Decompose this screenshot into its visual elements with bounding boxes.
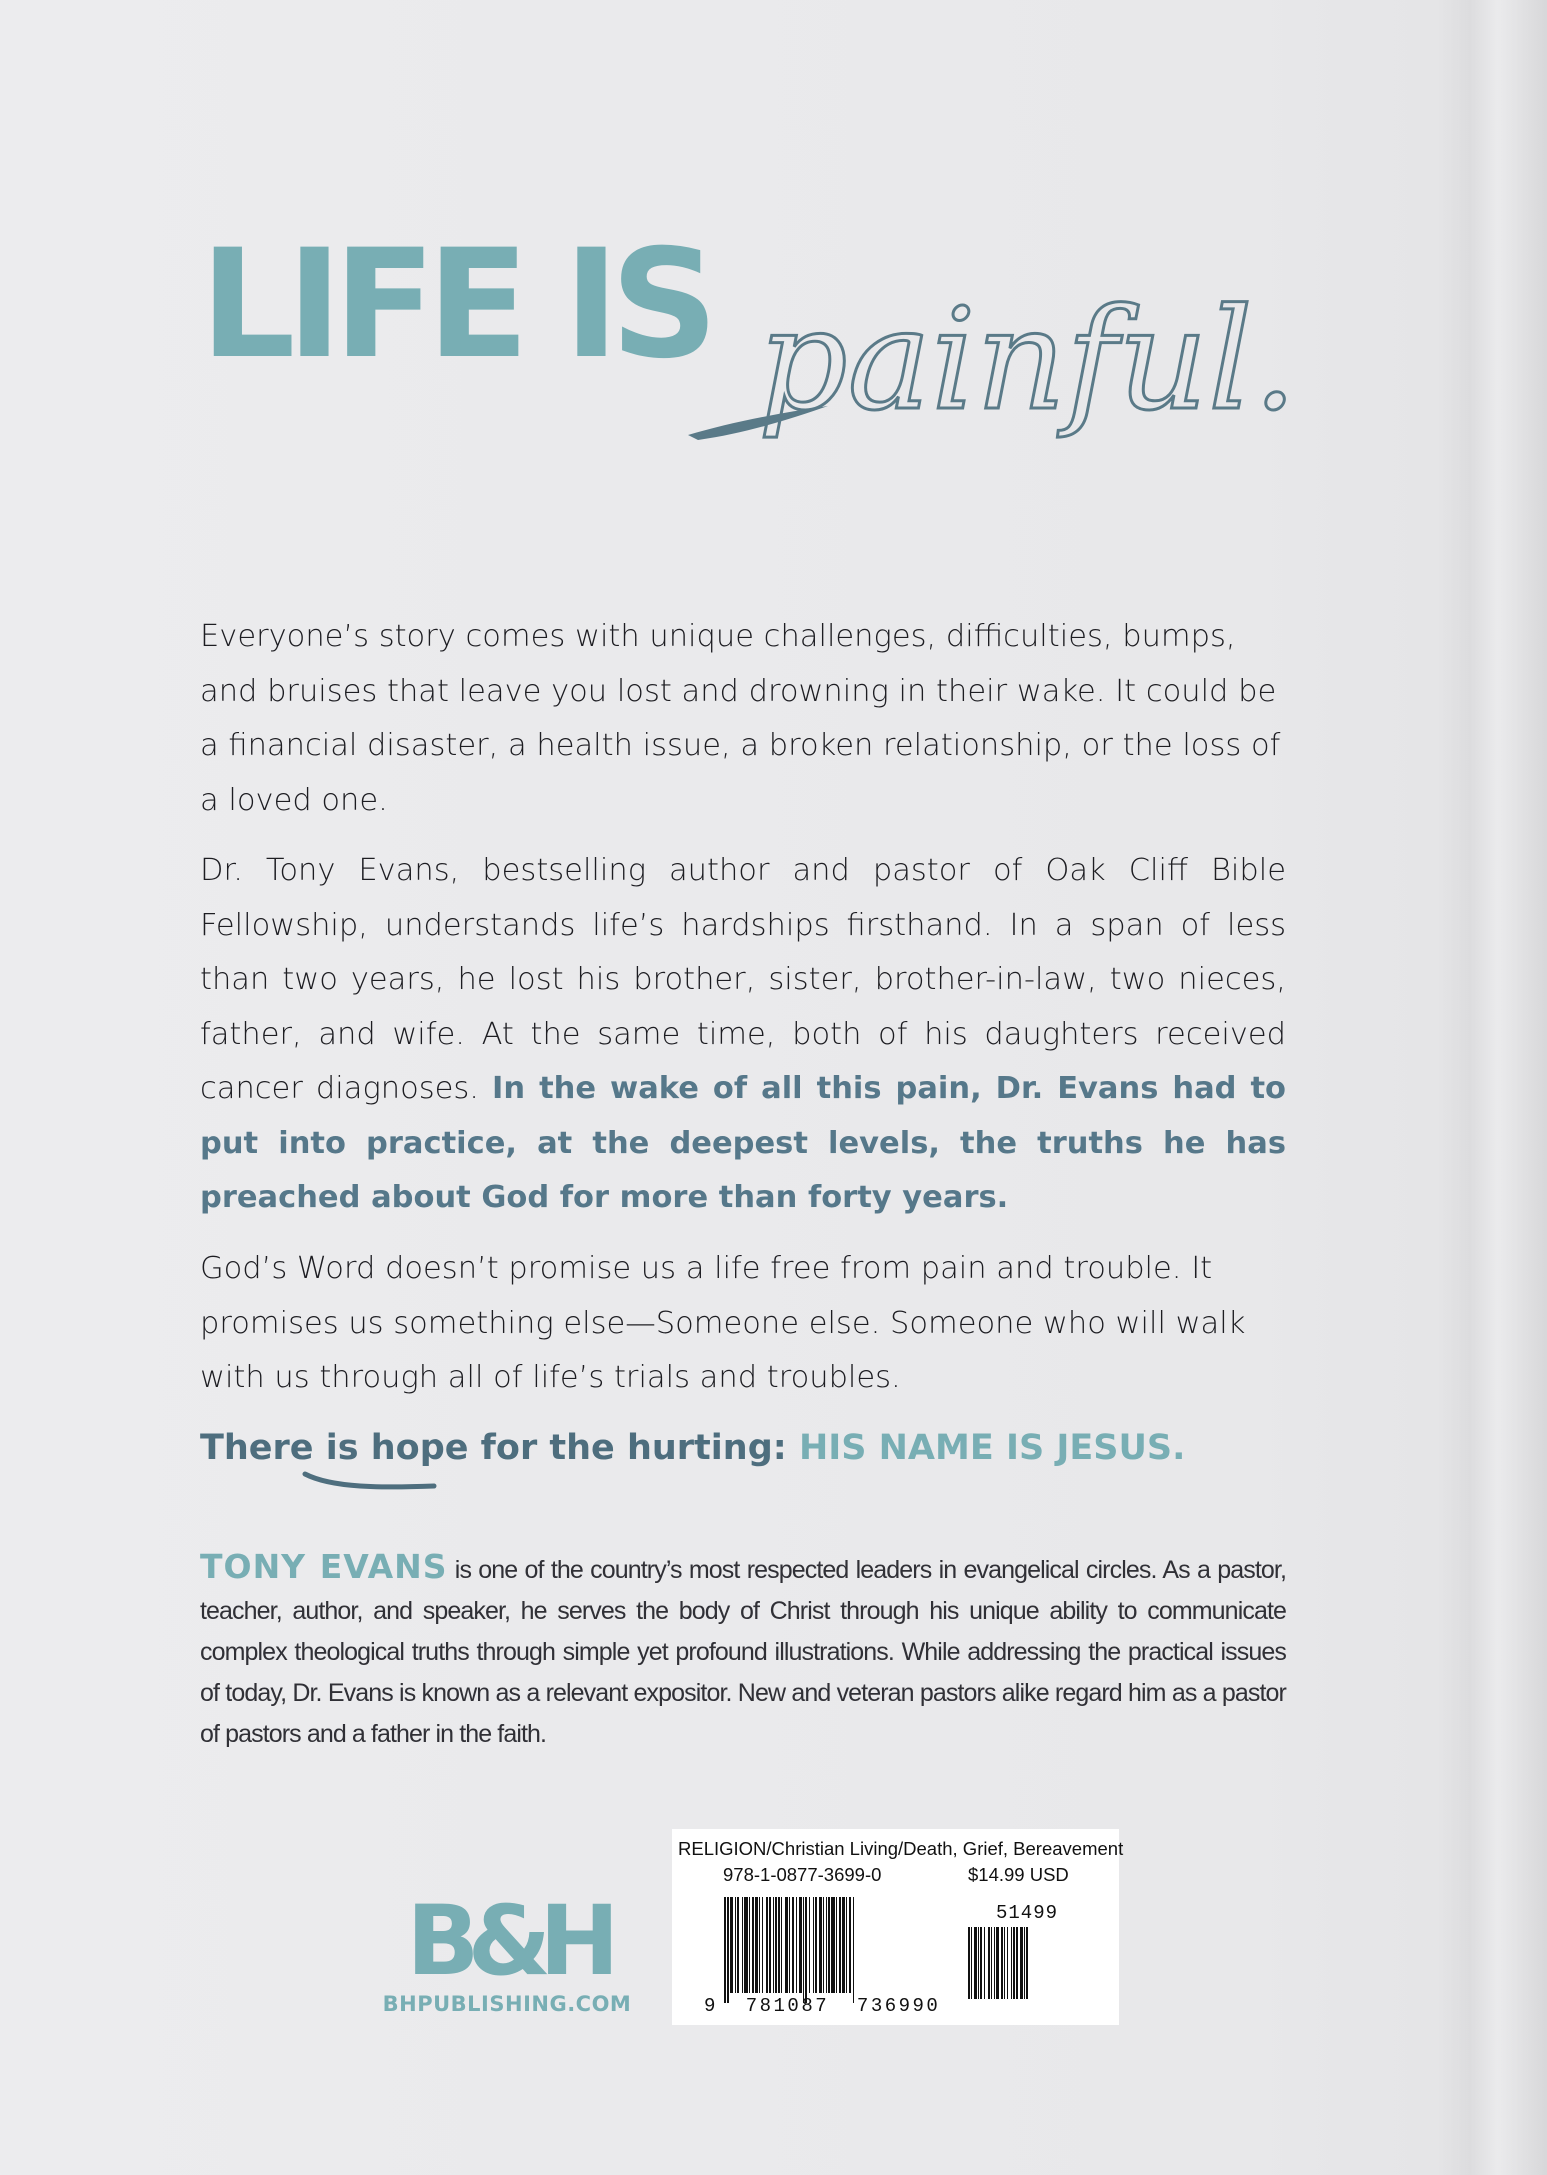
barcode-bar xyxy=(727,1897,729,2003)
barcode-bar xyxy=(978,1927,979,1999)
barcode-bar xyxy=(984,1927,985,1999)
barcode-bar xyxy=(762,1897,763,1993)
description-paragraph-3: God’s Word doesn’t promise us a life free from pain and trouble. It promises us something else—Someone else. Someone who will walk with us through all of life’s trials and troubles. xyxy=(200,1251,1246,1395)
barcode-bar xyxy=(980,1927,982,1999)
barcode-bar xyxy=(809,1897,810,1993)
barcode-bar xyxy=(1020,1927,1023,1999)
author-name: TONY EVANS xyxy=(200,1547,448,1586)
barcode-bar xyxy=(773,1897,774,1993)
barcode-bar xyxy=(1016,1927,1018,1999)
barcode-bar xyxy=(1007,1927,1008,1999)
barcode-bar xyxy=(805,1897,807,2003)
barcode-bar xyxy=(737,1897,739,1993)
spine-shadow xyxy=(1437,0,1547,2175)
publisher-logo-mark: B&H xyxy=(406,1885,608,1997)
barcode-bar xyxy=(819,1897,822,1993)
barcode-bar xyxy=(792,1897,794,1993)
publisher-logo xyxy=(372,1885,642,2021)
barcode-bar xyxy=(778,1897,780,1993)
barcode-bar xyxy=(849,1897,851,1993)
barcode-bar xyxy=(823,1897,824,1993)
barcode-bar xyxy=(755,1897,758,1993)
publisher-url: BHPUBLISHING.COM xyxy=(382,1992,632,2016)
barcode-bar xyxy=(796,1897,797,1993)
paragraph-2-regular: Dr. Tony Evans, bestselling author and pastor of Oak Cliff Bible Fellowship, understands life’s hardships firsthand. In a span of less than two years, he lost his brother, sister, brother-in-law, two nieces, father, and wife. At the same time, both of his daughters received cancer diagnoses. xyxy=(200,853,1286,1106)
barcode-bar xyxy=(1001,1927,1003,1999)
barcode-bar xyxy=(996,1927,999,1999)
barcode-bar xyxy=(828,1897,830,1993)
barcode-bar xyxy=(775,1897,777,1993)
barcode-bar xyxy=(846,1897,847,1993)
barcode-bar xyxy=(744,1897,748,1993)
barcode-bar xyxy=(831,1897,835,1993)
barcode-bar xyxy=(781,1897,782,1993)
barcode-bar xyxy=(789,1897,790,1993)
barcode-bar xyxy=(730,1897,733,1993)
barcode-bar xyxy=(1013,1927,1015,1999)
barcode-bar xyxy=(994,1927,995,1999)
barcode-ean-bars xyxy=(724,1897,894,2007)
title-main: LIFE IS xyxy=(200,218,710,392)
barcode-bar xyxy=(836,1897,837,1993)
barcode-bar xyxy=(1024,1927,1025,1999)
paragraph-2-emphasis: In the wake of all this pain, Dr. Evans had to put into practice, at the deepest levels, the truths he has preached about God for more than forty years. xyxy=(200,1071,1287,1215)
barcode-bar xyxy=(842,1897,845,1993)
barcode-bar xyxy=(769,1897,771,1993)
barcode-bar xyxy=(799,1897,802,1993)
barcode-addon-code: 51499 xyxy=(996,1902,1059,1924)
barcode-box xyxy=(672,1829,1124,2025)
barcode-bar xyxy=(971,1927,972,1999)
barcode-bar xyxy=(1026,1927,1028,1999)
barcode-bar xyxy=(735,1897,736,1993)
barcode-bar xyxy=(815,1897,817,1993)
barcode-ean-digits: 9 781087 736990 xyxy=(704,1995,941,2017)
barcode-bar xyxy=(991,1927,992,1999)
barcode-bar xyxy=(839,1897,841,1993)
barcode-bar xyxy=(974,1927,977,1999)
barcode-price: $14.99 USD xyxy=(968,1864,1069,1885)
barcode-category: RELIGION/Christian Living/Death, Grief, Bereavement xyxy=(678,1838,1124,1859)
barcode-bar xyxy=(1011,1927,1012,1999)
barcode-bar xyxy=(752,1897,754,1993)
barcode-bar xyxy=(803,1897,804,2003)
author-bio xyxy=(200,1546,1286,1755)
barcode-bar xyxy=(724,1897,726,2003)
barcode-addon-bars xyxy=(968,1927,1083,2007)
barcode-bar xyxy=(759,1897,760,1993)
barcode-bar xyxy=(853,1897,854,2003)
hope-underline-swash xyxy=(302,1466,442,1496)
hope-tagline-lead: There is hope for the hurting: xyxy=(200,1428,799,1468)
barcode-bar xyxy=(826,1897,827,1993)
title-script-svg xyxy=(688,248,1348,468)
barcode-bar xyxy=(988,1927,990,1999)
cover-title xyxy=(200,218,1298,480)
barcode-bar xyxy=(766,1897,768,1993)
description-paragraph-2 xyxy=(200,844,1286,1226)
hope-tagline-highlight: HIS NAME IS JESUS. xyxy=(798,1428,1186,1468)
barcode-bar xyxy=(1004,1927,1005,1999)
author-bio-text: is one of the country’s most respected leaders in evangelical circles. As a pastor, teacher, author, and speaker, he serves the body of Christ through his unique ability to communicate complex theological truths through simple yet profound illustrations. While addressing the practical issues of today, Dr. Evans is known as a relevant expositor. New and veteran pastors alike regard him as a pastor of pastors and a father in the faith. xyxy=(200,1556,1286,1748)
barcode-bar xyxy=(813,1897,814,1993)
barcode-isbn: 978-1-0877-3699-0 xyxy=(723,1864,882,1885)
barcode-bar xyxy=(968,1927,970,1999)
barcode-bar xyxy=(742,1897,743,1993)
title-script-word: painful. xyxy=(758,279,1298,442)
description-paragraph-1: Everyone’s story comes with unique challenges, difficulties, bumps, and bruises that leave you lost and drowning in their wake. It could be a financial disaster, a health issue, a broken relationship, or the loss of a loved one. xyxy=(200,619,1281,818)
barcode-bar xyxy=(749,1897,750,1993)
barcode-bar xyxy=(785,1897,788,1993)
